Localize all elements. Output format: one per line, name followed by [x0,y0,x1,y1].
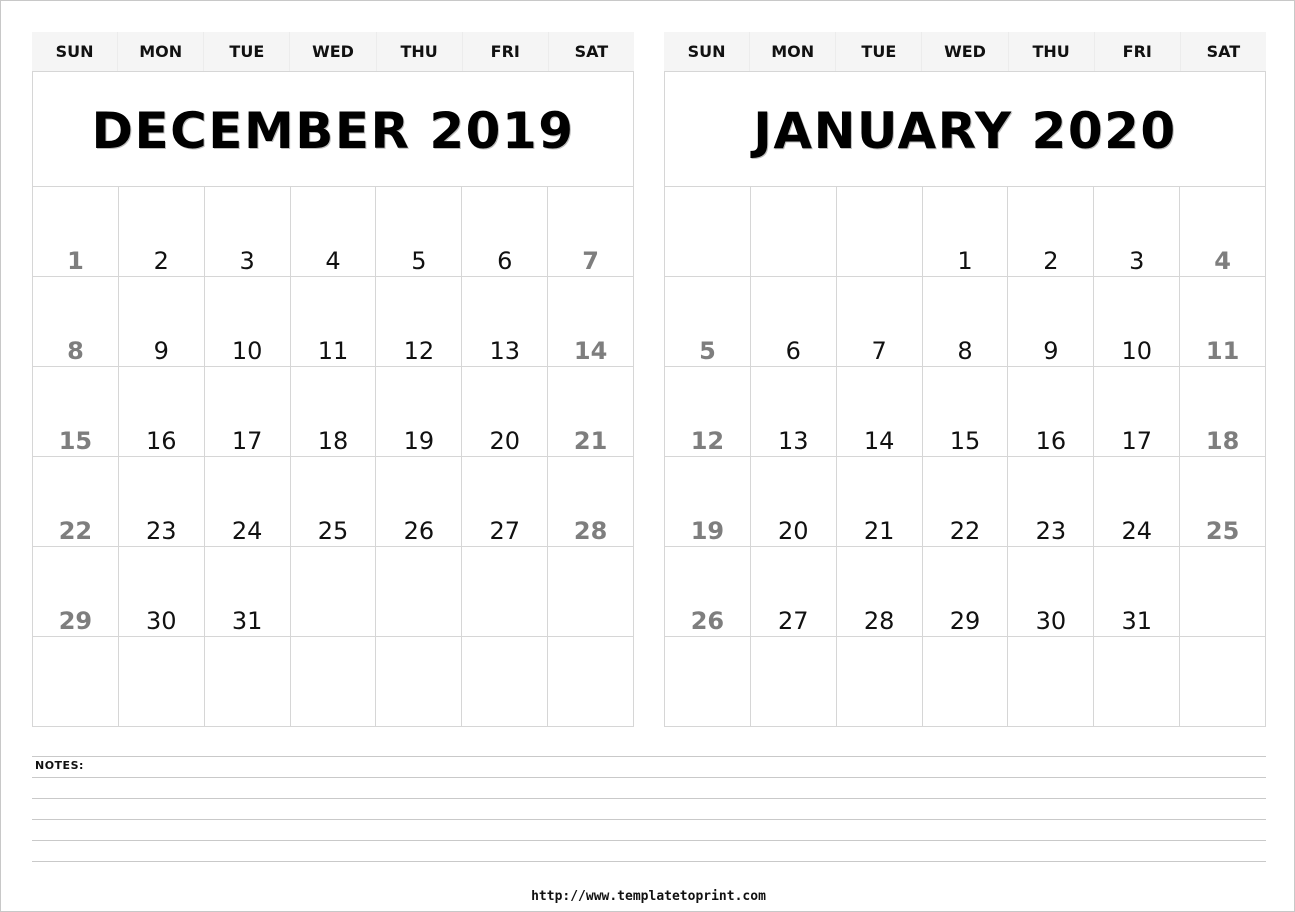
day-number: 25 [317,517,349,545]
day-cell [376,187,462,277]
day-number: 7 [582,247,599,275]
notes-line [32,756,1266,777]
day-name-fri: FRI [1094,32,1180,71]
day-cell [1008,457,1094,547]
empty-day-cell [119,637,205,727]
day-number: 31 [231,607,263,635]
day-cell [548,187,634,277]
empty-day-cell [291,637,377,727]
day-cell [33,277,119,367]
day-number: 6 [497,247,513,275]
day-name-tue: TUE [203,32,289,71]
day-number: 21 [863,517,895,545]
day-cell [462,187,548,277]
day-cell [462,457,548,547]
notes-section [32,756,1266,882]
week-row [665,367,1266,457]
day-cell [1180,187,1266,277]
empty-day-cell [665,637,751,727]
day-cell [33,457,119,547]
day-name-thu: THU [1008,32,1094,71]
empty-day-cell [462,637,548,727]
day-cell [1094,367,1180,457]
day-number: 30 [1035,607,1067,635]
day-cell [751,277,837,367]
day-number: 30 [146,607,177,635]
empty-day-cell [376,637,462,727]
calendar-december-2019 [32,32,634,727]
day-name-sun: SUN [687,42,726,61]
week-row [33,547,634,637]
weekday-header [32,32,634,71]
month-title-box [664,71,1266,186]
day-cell [837,277,923,367]
day-cell [462,367,548,457]
day-name-fri: FRI [462,32,548,71]
day-cell [205,277,291,367]
day-number: 2 [1043,247,1059,275]
day-number: 24 [1121,517,1152,545]
day-name-mon: MON [117,32,203,71]
day-cell [665,547,751,637]
day-cell [1008,187,1094,277]
day-name-thu: THU [376,32,462,71]
month-title: JANUARY 2020 [753,102,1177,160]
day-cell [837,457,923,547]
day-cell [1180,277,1266,367]
day-number: 29 [58,607,93,635]
day-number: 19 [403,427,435,455]
day-cell [548,457,634,547]
day-cell [1180,367,1266,457]
day-cell [751,367,837,457]
day-cell [119,547,205,637]
day-number: 11 [317,337,349,365]
day-cell [1094,277,1180,367]
day-cell [1094,547,1180,637]
empty-day-cell [462,547,548,637]
week-row [665,277,1266,367]
day-number: 15 [58,427,93,455]
day-cell [923,547,1009,637]
empty-day-cell [1008,637,1094,727]
notes-line [32,777,1266,798]
empty-day-cell [1180,637,1266,727]
empty-day-cell [33,637,119,727]
day-number: 7 [871,337,887,365]
day-number: 4 [325,247,341,275]
empty-day-cell [751,637,837,727]
day-number: 10 [1121,337,1152,365]
day-cell [1008,367,1094,457]
day-cell [291,187,377,277]
empty-day-cell [837,187,923,277]
day-cell [119,187,205,277]
week-row [33,187,634,277]
week-row [33,457,634,547]
day-number: 10 [231,337,263,365]
week-row [33,367,634,457]
day-number: 16 [146,427,177,455]
empty-day-cell [923,637,1009,727]
day-number: 13 [489,337,520,365]
day-number: 28 [863,607,895,635]
day-number: 26 [690,607,725,635]
day-cell [376,457,462,547]
day-cell [33,187,119,277]
day-cell [1094,457,1180,547]
day-number: 8 [957,337,973,365]
day-number: 5 [699,337,716,365]
day-name-sat: SAT [1180,32,1266,71]
day-cell [923,457,1009,547]
week-row [665,187,1266,277]
day-number: 6 [785,337,801,365]
day-name-mon: MON [749,32,835,71]
day-number: 18 [1205,427,1240,455]
day-cell [837,367,923,457]
day-number: 26 [403,517,435,545]
day-number: 12 [690,427,725,455]
day-number: 13 [778,427,809,455]
day-number: 22 [949,517,981,545]
day-number: 17 [1121,427,1152,455]
day-cell [205,457,291,547]
day-cell [923,187,1009,277]
day-cell [205,547,291,637]
notes-line [32,840,1266,861]
day-cell [462,277,548,367]
day-number: 16 [1035,427,1067,455]
day-number: 31 [1121,607,1152,635]
empty-day-cell [548,637,634,727]
day-cell [1008,277,1094,367]
day-number: 24 [231,517,263,545]
empty-day-cell [548,547,634,637]
day-cell [923,367,1009,457]
day-number: 28 [573,517,608,545]
day-number: 12 [403,337,435,365]
empty-day-cell [1094,637,1180,727]
day-cell [548,277,634,367]
empty-day-cell [665,187,751,277]
day-cell [665,367,751,457]
day-cell [205,187,291,277]
day-number: 3 [1129,247,1145,275]
day-number: 20 [489,427,520,455]
week-row [33,637,634,727]
day-number: 5 [411,247,427,275]
weekday-header [664,32,1266,71]
week-row [665,457,1266,547]
day-cell [119,367,205,457]
empty-day-cell [751,187,837,277]
day-name-wed: WED [289,32,375,71]
day-name-sun: SUN [55,42,94,61]
day-number: 18 [317,427,349,455]
day-grid [664,186,1266,727]
day-number: 27 [489,517,520,545]
day-number: 14 [863,427,895,455]
day-number: 1 [957,247,973,275]
notes-line [32,798,1266,819]
day-number: 25 [1205,517,1240,545]
day-cell [33,367,119,457]
day-number: 17 [231,427,263,455]
day-name-tue: TUE [835,32,921,71]
notes-label: NOTES: [35,759,84,772]
day-cell [291,367,377,457]
empty-day-cell [205,637,291,727]
empty-day-cell [291,547,377,637]
day-number: 14 [573,337,608,365]
day-cell [548,367,634,457]
notes-line [32,861,1266,882]
calendar-january-2020 [664,32,1266,727]
day-cell [751,457,837,547]
day-number: 23 [146,517,177,545]
week-row [665,637,1266,727]
footer-url: http://www.templatetoprint.com [531,889,766,904]
day-cell [291,457,377,547]
day-number: 22 [58,517,93,545]
day-cell [837,547,923,637]
day-number: 3 [239,247,255,275]
day-cell [1094,187,1180,277]
day-cell [119,277,205,367]
day-number: 4 [1214,247,1231,275]
empty-day-cell [837,637,923,727]
day-number: 27 [778,607,809,635]
day-cell [665,457,751,547]
day-cell [376,277,462,367]
day-name-wed: WED [921,32,1007,71]
week-row [33,277,634,367]
day-number: 23 [1035,517,1067,545]
day-number: 19 [690,517,725,545]
empty-day-cell [1180,547,1266,637]
day-cell [33,547,119,637]
day-number: 2 [153,247,169,275]
day-number: 11 [1205,337,1240,365]
day-cell [376,367,462,457]
empty-day-cell [376,547,462,637]
day-cell [1008,547,1094,637]
day-number: 1 [67,247,84,275]
week-row [665,547,1266,637]
day-number: 9 [1043,337,1059,365]
day-cell [665,277,751,367]
day-number: 8 [67,337,84,365]
day-cell [291,277,377,367]
day-cell [1180,457,1266,547]
day-number: 29 [949,607,981,635]
day-cell [205,367,291,457]
day-number: 9 [153,337,169,365]
day-cell [119,457,205,547]
day-cell [751,547,837,637]
day-cell [923,277,1009,367]
day-grid [32,186,634,727]
day-number: 21 [573,427,608,455]
day-number: 15 [949,427,981,455]
day-name-sat: SAT [548,32,634,71]
month-title-box [32,71,634,186]
notes-line [32,819,1266,840]
day-number: 20 [778,517,809,545]
month-title: DECEMBER 2019 [91,102,575,160]
